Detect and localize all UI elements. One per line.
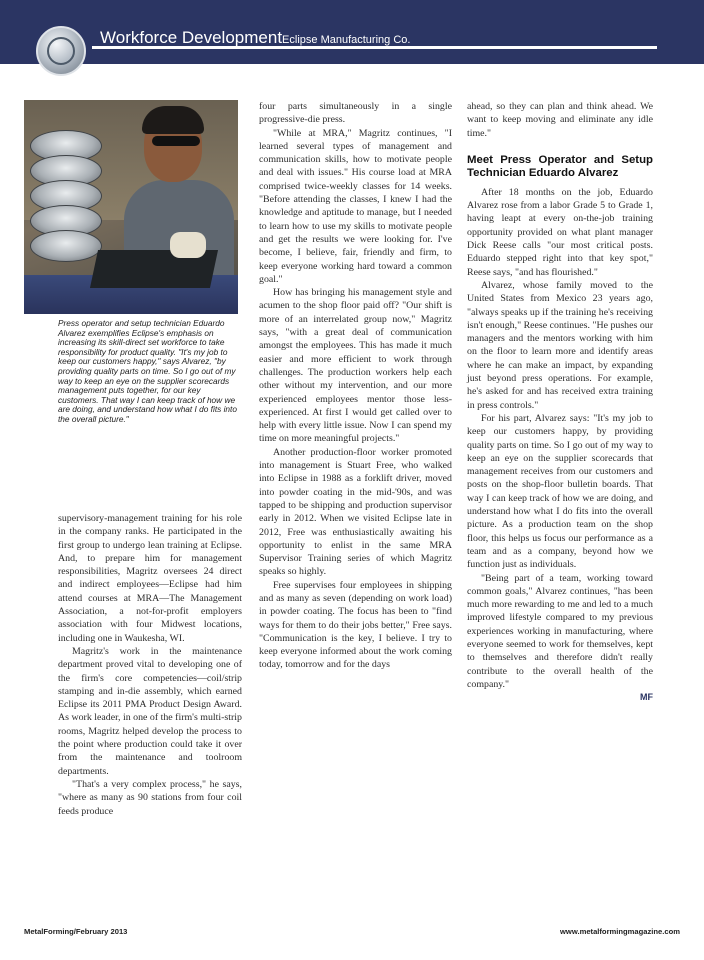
steel-coil (30, 230, 102, 262)
work-glove (170, 232, 206, 258)
company-name: Eclipse Manufacturing Co. (282, 34, 411, 46)
article-column-2 (259, 100, 452, 672)
operator-photo (24, 100, 238, 314)
paragraph: Magritz's work in the maintenance department proved vital to developing one of the firm's core competencies—coil/strip stamping and in-die assembly, which earned Eclipse its 2011 PMA Product Design Award. As work leader, in one of the firm's multi-strip rooms, Magritz helped develop the process to the point where production could take it over from the maintenance and toolroom departments. (58, 645, 242, 777)
paragraph: ahead, so they can plan and think ahead. We want to keep moving and eliminate any idle time." (467, 101, 653, 139)
photo-caption: Press operator and setup technician Eduardo Alvarez exemplifies Eclipse's emphasis on increasing its skill-direct set workforce to take responsibility for product quality. "It's my job to keep our customers happy," says Alvarez, "by providing quality parts on time. So I go out of my way to keep an eye on the supplier scorecards management puts together, for our key customers. That way I can keep track of how we are doing, and understand how what I do fits into the overall picture." (58, 318, 237, 424)
article-column-3 (467, 100, 653, 704)
logo-ring (47, 37, 75, 65)
paragraph: "That's a very complex process," he says, "where as many as 90 stations from four coil feeds produce (58, 778, 242, 817)
paragraph: Another production-floor worker promoted into management is Stuart Free, who walked into Eclipse in 1988 as a forklift driver, moved into powder coating in the mid-'90s, and was tapped to be shipping and production supervisor early in 2012. When we visited Eclipse late in 2012, Free was enthusiastically awaiting his opportunity to enlist in the same MRA Supervisor Training series of which Magritz speaks so highly. (259, 446, 452, 578)
end-mark: MF (640, 692, 653, 703)
article-column-1 (58, 512, 242, 818)
paragraph: four parts simultaneously in a single progressive-die press. (259, 101, 452, 126)
paragraph: After 18 months on the job, Eduardo Alvarez rose from a labor Grade 5 to Grade 1, having leapt at every on-the-job training opportunity provided on what plant manager Dick Reese calls "our most critical posts. Eduardo stepped right into that key spot," Reese says, "and has flourished." (467, 186, 653, 278)
paragraph: How has bringing his management style and acumen to the shop floor paid off? "Our shift is more of an interrelated group now," Magritz says, "with a great deal of communication amongst the employees. This has made it much easier and more efficient to work through challenges. The production workers help each other without my intervention, and our more experienced employees mentor those less-experienced. At first I would get called over to help with every little issue. Now I can spend my time on more meaningful projects." (259, 287, 452, 445)
paragraph: "Being part of a team, working toward common goals," Alvarez continues, "has been much more rewarding to me and led to a much improved lifestyle compared to my previous experiences working in manufacturing, where everyone seemed to work for themselves, kept to themselves and therefore didn't really contribute to the overall health of the company." (467, 572, 653, 690)
paragraph: Free supervises four employees in shipping and as many as seven (depending on work load) in powder coating. The focus has been to "find ways for them to do their jobs better," Free says. "Communication is the key, I believe. I try to keep everyone informed about the work coming today, tomorrow and for the days (259, 579, 452, 671)
sidebar-heading: Meet Press Operator and Setup Technician Eduardo Alvarez (467, 153, 653, 179)
footer-website: www.metalformingmagazine.com (560, 927, 680, 936)
section-title (100, 28, 410, 48)
safety-glasses (152, 136, 200, 146)
footer-issue: MetalForming/February 2013 (24, 927, 128, 936)
operator-hair (142, 106, 204, 134)
paragraph: Alvarez, whose family moved to the United States from Mexico 23 years ago, "always speaks up if the training he's receiving isn't enough," Reese continues. "He pushes our managers and the mentors working with him on the floor to learn more and identify areas where he can make an impact, by expanding just beyond press operations. For example, he's asked for and has received extra training in press controls." (467, 279, 653, 411)
department-logo-icon (36, 26, 86, 76)
paragraph: supervisory-management training for his role in the company ranks. He participated in the first group to undergo lean training at Eclipse. And, to prepare him for management responsibilities, Magritz oversees 24 direct and indirect employees—Eclipse had him attend courses at MRA—The Management Association, a not-for-profit employers association with four Midwest locations, including one in Waukesha, WI. (58, 513, 242, 644)
paragraph: "While at MRA," Magritz continues, "I learned several types of management and communication skills, how to motivate people and deal with issues." His course load at MRA comprised twice-weekly classes for 14 weeks. "Before attending the classes, I knew I had the knowledge and aptitude to manage, but I needed to learn how to use my skills to motivate people and get the results we were looking for. I've become, I believe, fair, friendly and firm, to keep everyone working hard toward a common goal." (259, 127, 452, 285)
paragraph: For his part, Alvarez says: "It's my job to keep our customers happy, by providing quality parts on time. So I go out of my way to keep an eye on the supplier scorecards that management receives from our customers and posts on the shop-floor bulletin boards. That way I can keep track of how we are doing, and understand how what I do fits into the overall picture. As a production team on the shop floor, this helps us focus our performance as a team and as a company, beyond how we function just as individuals. (467, 412, 653, 571)
section-name: Workforce Development (100, 28, 283, 47)
